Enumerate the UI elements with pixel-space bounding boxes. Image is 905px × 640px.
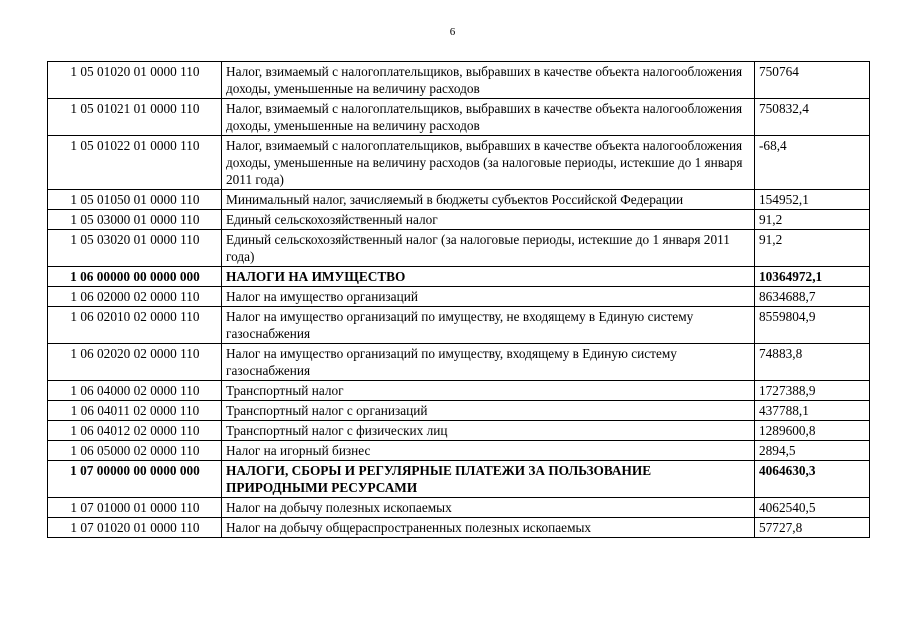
table-row xyxy=(48,421,870,441)
amount-cell: 57727,8 xyxy=(755,518,870,538)
income-name-cell: Транспортный налог с физических лиц xyxy=(222,421,755,441)
amount-cell: 8634688,7 xyxy=(755,287,870,307)
budget-code-cell: 1 05 01022 01 0000 110 xyxy=(48,136,222,190)
income-name-cell: Налог на имущество организаций по имуществу, не входящему в Единую систему газоснабжения xyxy=(222,307,755,344)
table-body xyxy=(48,62,870,538)
amount-cell: 91,2 xyxy=(755,210,870,230)
table-row xyxy=(48,461,870,498)
amount-cell: 10364972,1 xyxy=(755,267,870,287)
budget-code-cell: 1 07 01000 01 0000 110 xyxy=(48,498,222,518)
budget-code-cell: 1 07 00000 00 0000 000 xyxy=(48,461,222,498)
table-row xyxy=(48,136,870,190)
amount-cell: 437788,1 xyxy=(755,401,870,421)
budget-code-cell: 1 06 02000 02 0000 110 xyxy=(48,287,222,307)
table-row xyxy=(48,230,870,267)
income-name-cell: Единый сельскохозяйственный налог xyxy=(222,210,755,230)
budget-code-cell: 1 05 01020 01 0000 110 xyxy=(48,62,222,99)
income-name-cell: Налог, взимаемый с налогоплательщиков, выбравших в качестве объекта налогообложения доходы, уменьшенные на величину расходов xyxy=(222,99,755,136)
budget-code-cell: 1 06 02020 02 0000 110 xyxy=(48,344,222,381)
amount-cell: 91,2 xyxy=(755,230,870,267)
budget-code-cell: 1 06 02010 02 0000 110 xyxy=(48,307,222,344)
table-row xyxy=(48,267,870,287)
amount-cell: -68,4 xyxy=(755,136,870,190)
income-name-cell: Транспортный налог xyxy=(222,381,755,401)
page-number: 6 xyxy=(449,26,456,38)
amount-cell: 154952,1 xyxy=(755,190,870,210)
table-row xyxy=(48,518,870,538)
budget-code-cell: 1 06 00000 00 0000 000 xyxy=(48,267,222,287)
income-name-cell: Транспортный налог с организаций xyxy=(222,401,755,421)
income-name-cell: Налог на игорный бизнес xyxy=(222,441,755,461)
income-name-cell: Минимальный налог, зачисляемый в бюджеты субъектов Российской Федерации xyxy=(222,190,755,210)
budget-code-cell: 1 06 05000 02 0000 110 xyxy=(48,441,222,461)
amount-cell: 2894,5 xyxy=(755,441,870,461)
income-name-cell: Налог, взимаемый с налогоплательщиков, выбравших в качестве объекта налогообложения доходы, уменьшенные на величину расходов xyxy=(222,62,755,99)
table-row xyxy=(48,210,870,230)
budget-code-cell: 1 05 03000 01 0000 110 xyxy=(48,210,222,230)
table-row xyxy=(48,344,870,381)
budget-code-cell: 1 05 01021 01 0000 110 xyxy=(48,99,222,136)
table-row xyxy=(48,62,870,99)
amount-cell: 4064630,3 xyxy=(755,461,870,498)
table-row xyxy=(48,401,870,421)
budget-code-cell: 1 05 03020 01 0000 110 xyxy=(48,230,222,267)
budget-code-cell: 1 07 01020 01 0000 110 xyxy=(48,518,222,538)
budget-code-cell: 1 05 01050 01 0000 110 xyxy=(48,190,222,210)
income-name-cell: НАЛОГИ, СБОРЫ И РЕГУЛЯРНЫЕ ПЛАТЕЖИ ЗА ПОЛЬЗОВАНИЕ ПРИРОДНЫМИ РЕСУРСАМИ xyxy=(222,461,755,498)
table-row xyxy=(48,287,870,307)
income-name-cell: Налог на добычу полезных ископаемых xyxy=(222,498,755,518)
income-name-cell: Налог на добычу общераспространенных полезных ископаемых xyxy=(222,518,755,538)
amount-cell: 8559804,9 xyxy=(755,307,870,344)
table-row xyxy=(48,99,870,136)
amount-cell: 750832,4 xyxy=(755,99,870,136)
income-name-cell: НАЛОГИ НА ИМУЩЕСТВО xyxy=(222,267,755,287)
amount-cell: 4062540,5 xyxy=(755,498,870,518)
amount-cell: 1727388,9 xyxy=(755,381,870,401)
income-name-cell: Единый сельскохозяйственный налог (за налоговые периоды, истекшие до 1 января 2011 года) xyxy=(222,230,755,267)
amount-cell: 74883,8 xyxy=(755,344,870,381)
table-row xyxy=(48,190,870,210)
budget-revenue-table xyxy=(47,61,870,538)
income-name-cell: Налог на имущество организаций по имуществу, входящему в Единую систему газоснабжения xyxy=(222,344,755,381)
income-name-cell: Налог на имущество организаций xyxy=(222,287,755,307)
table-row xyxy=(48,498,870,518)
table-row xyxy=(48,307,870,344)
budget-code-cell: 1 06 04012 02 0000 110 xyxy=(48,421,222,441)
table-row xyxy=(48,381,870,401)
amount-cell: 1289600,8 xyxy=(755,421,870,441)
table-row xyxy=(48,441,870,461)
amount-cell: 750764 xyxy=(755,62,870,99)
budget-code-cell: 1 06 04000 02 0000 110 xyxy=(48,381,222,401)
budget-code-cell: 1 06 04011 02 0000 110 xyxy=(48,401,222,421)
income-name-cell: Налог, взимаемый с налогоплательщиков, выбравших в качестве объекта налогообложения доходы, уменьшенные на величину расходов (за налоговые периоды, истекшие до 1 января 2011 года) xyxy=(222,136,755,190)
